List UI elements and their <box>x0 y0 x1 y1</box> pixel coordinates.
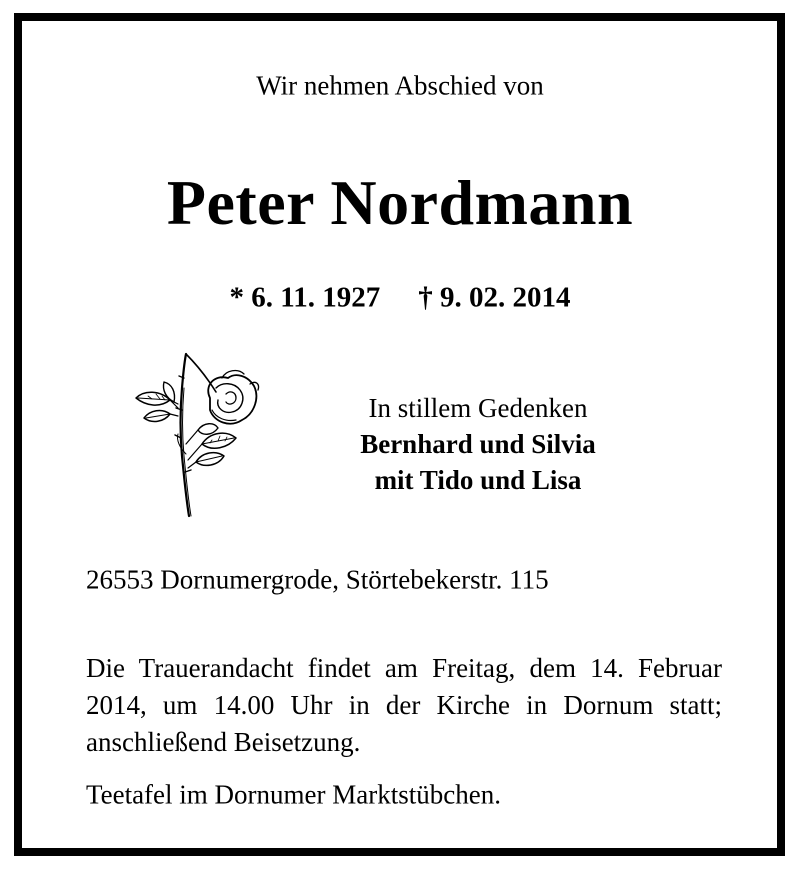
rose-icon <box>130 348 262 520</box>
life-dates <box>0 281 800 314</box>
birth-date: * 6. 11. 1927 <box>229 281 381 314</box>
address: 26553 Dornumergrode, Störtebekerstr. 115 <box>86 564 549 595</box>
tea-note: Teetafel im Dornumer Marktstübchen. <box>86 779 501 810</box>
mourners-line-2: Bernhard und Silvia <box>360 429 596 459</box>
death-date: † 9. 02. 2014 <box>418 281 571 314</box>
mourners-line-1: In stillem Gedenken <box>368 393 588 423</box>
mourners-line-3: mit Tido und Lisa <box>374 465 582 495</box>
service-paragraph: Die Trauerandacht findet am Freitag, dem 14. Februar 2014, um 14.00 Uhr in der Kirche in Dornum statt; anschließend Beisetzung. <box>86 653 722 757</box>
intro-text: Wir nehmen Abschied von <box>256 70 544 101</box>
deceased-name: Peter Nordmann <box>166 167 634 238</box>
mourners-block <box>300 390 656 498</box>
